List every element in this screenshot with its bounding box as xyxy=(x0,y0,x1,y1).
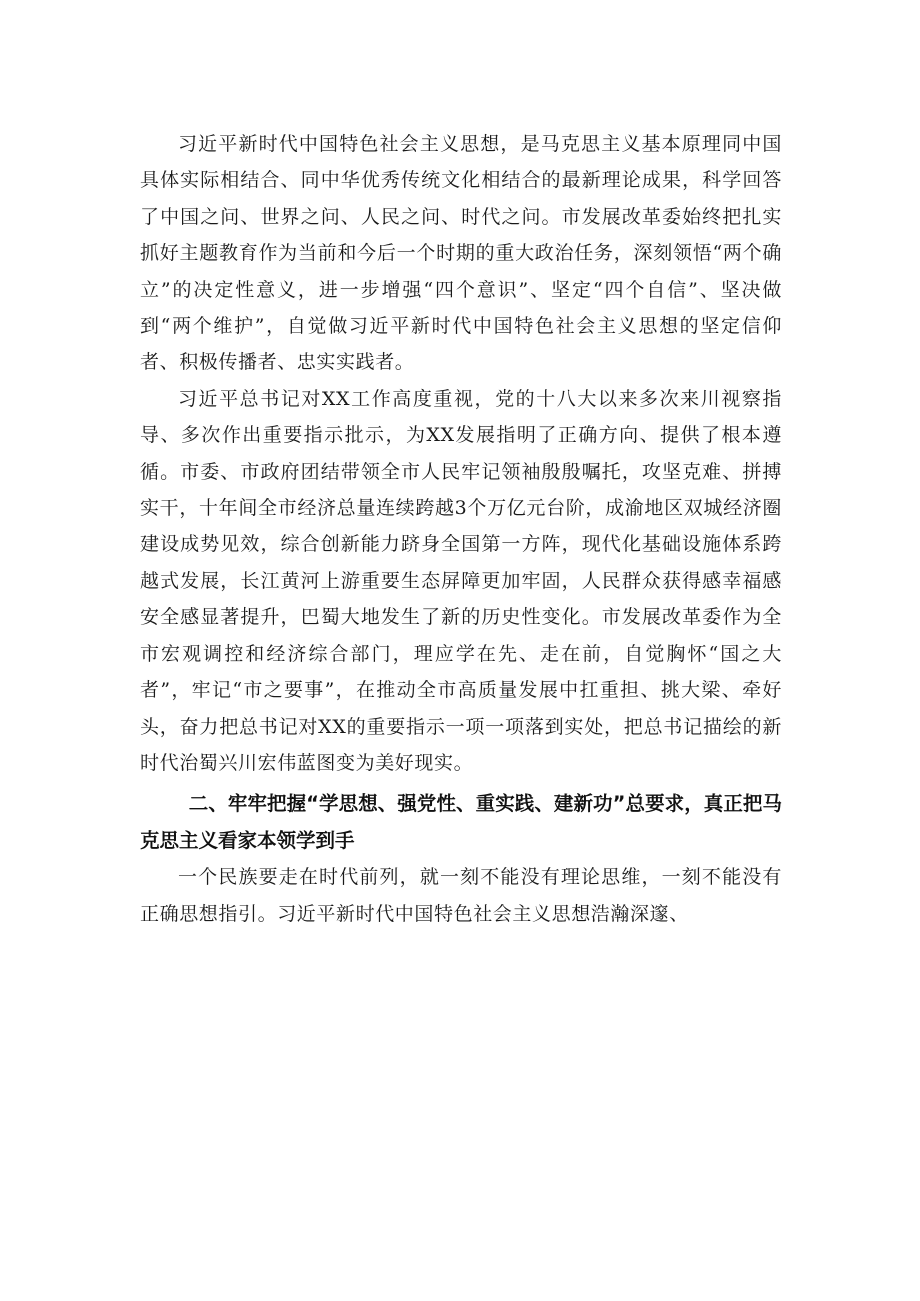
document-body xyxy=(140,126,782,932)
section-heading: 二、牢牢把握“学思想、强党性、重实践、建新功”总要求，真正把马克思主义看家本领学到手 xyxy=(140,792,782,853)
paragraph-3: 一个民族要走在时代前列，就一刻不能没有理论思维，一刻不能没有正确思想指引。习近平新时代中国特色社会主义思想浩瀚深邃、 xyxy=(140,866,782,925)
paragraph-1: 习近平新时代中国特色社会主义思想，是马克思主义基本原理同中国具体实际相结合、同中华优秀传统文化相结合的最新理论成果，科学回答了中国之问、世界之问、人民之问、时代之问。市发展改革委始终把扎实抓好主题教育作为当前和今后一个时期的重大政治任务，深刻领悟“两个确立”的决定性意义，进一步增强“四个意识”、坚定“四个自信”、坚决做到“两个维护”，自觉做习近平新时代中国特色社会主义思想的坚定信仰者、积极传播者、忠实实践者。 xyxy=(140,133,782,374)
paragraph-2: 习近平总书记对XX工作高度重视，党的十八大以来多次来川视察指导、多次作出重要指示批示，为XX发展指明了正确方向、提供了根本遵循。市委、市政府团结带领全市人民牢记领袖殷殷嘱托，攻坚克难、拼搏实干，十年间全市经济总量连续跨越3个万亿元台阶，成渝地区双城经济圈建设成势见效，综合创新能力跻身全国第一方阵，现代化基础设施体系跨越式发展，长江黄河上游重要生态屏障更加牢固，人民群众获得感幸福感安全感显著提升，巴蜀大地发生了新的历史性变化。市发展改革委作为全市宏观调控和经济综合部门，理应学在先、走在前，自觉胸怀“国之大者”，牢记“市之要事”，在推动全市高质量发展中扛重担、挑大梁、牵好头，奋力把总书记对XX的重要指示一项一项落到实处，把总书记描绘的新时代治蜀兴川宏伟蓝图变为美好现实。 xyxy=(140,387,782,774)
